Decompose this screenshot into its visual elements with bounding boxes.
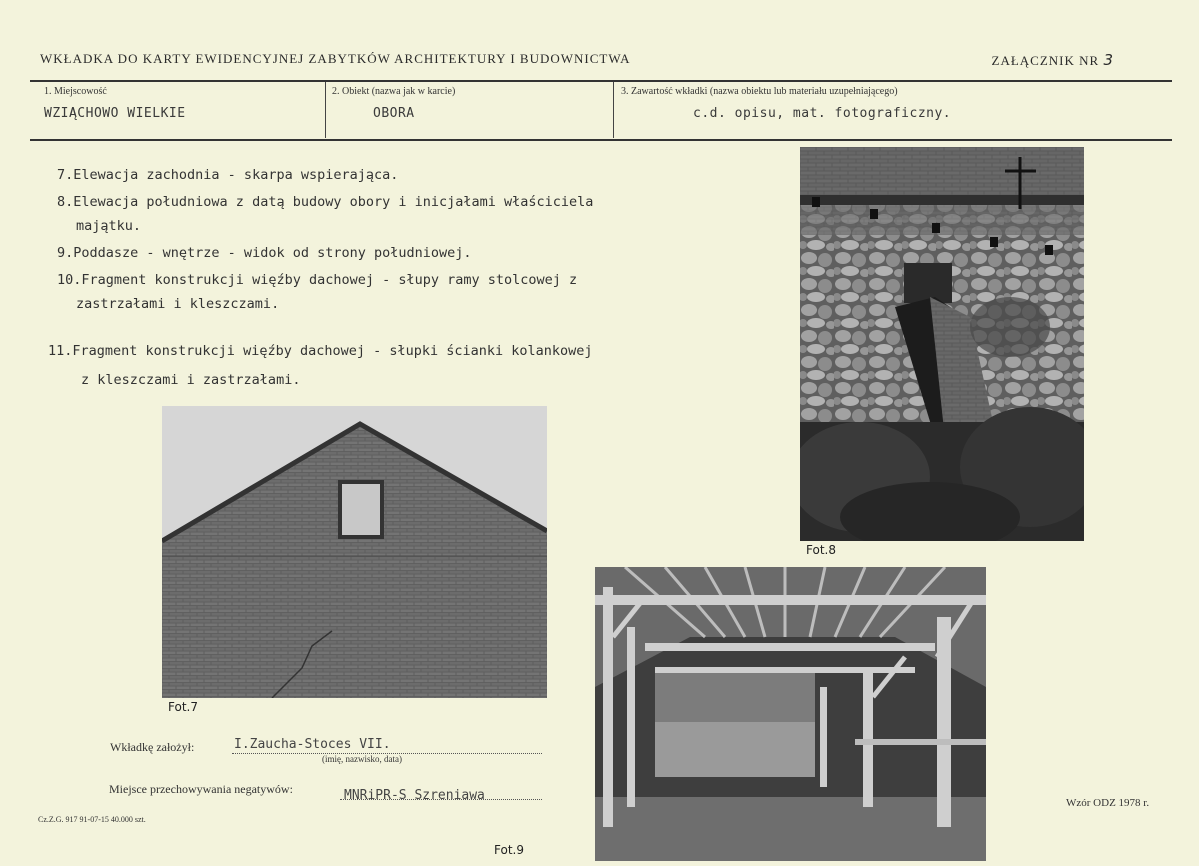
header-rule-bottom bbox=[30, 139, 1172, 141]
photo-west-elevation bbox=[162, 406, 547, 698]
description-line: zastrzałami i kleszczami. bbox=[76, 296, 280, 312]
description-line: z kleszczami i zastrzałami. bbox=[81, 372, 301, 388]
founder-hint: (imię, nazwisko, data) bbox=[322, 754, 402, 764]
founder-value: I.Zaucha-Stoces VII. bbox=[234, 737, 391, 752]
annex-number: 3 bbox=[1103, 51, 1114, 69]
photo-west-elevation-image bbox=[162, 406, 547, 698]
caption-fot8: Fot.8 bbox=[806, 543, 836, 557]
description-line: 8.Elewacja południowa z datą budowy obory i inicjałami właściciela bbox=[57, 194, 594, 210]
header-rule-top bbox=[30, 80, 1172, 82]
place-label: 1. Miejscowość bbox=[44, 86, 107, 97]
photo-attic-interior-image bbox=[595, 567, 986, 861]
field-divider-2 bbox=[613, 82, 614, 138]
caption-fot7: Fot.7 bbox=[168, 700, 198, 714]
photo-attic-interior bbox=[595, 567, 986, 861]
object-label: 2. Obiekt (nazwa jak w karcie) bbox=[332, 86, 456, 97]
field-divider-1 bbox=[325, 82, 326, 138]
photo-south-elevation-image bbox=[800, 147, 1084, 541]
annex-label bbox=[992, 51, 1114, 69]
storage-label: Miejsce przechowywania negatywów: bbox=[109, 782, 293, 796]
description-line: majątku. bbox=[76, 218, 142, 234]
card-title: WKŁADKA DO KARTY EWIDENCYJNEJ ZABYTKÓW ARCHITEKTURY I BUDOWNICTWA bbox=[40, 51, 631, 66]
print-note: Cz.Z.G. 917 91-07-15 40.000 szt. bbox=[38, 815, 146, 824]
photo-south-elevation bbox=[800, 147, 1084, 541]
place-value: WZIĄCHOWO WIELKIE bbox=[44, 106, 186, 121]
description-line: 11.Fragment konstrukcji więźby dachowej - słupki ścianki kolankowej bbox=[48, 343, 593, 359]
object-value: OBORA bbox=[373, 106, 415, 121]
storage-value: MNRiPR-S Szreniawa bbox=[344, 788, 485, 803]
model-note: Wzór ODZ 1978 r. bbox=[1066, 797, 1150, 809]
annex-label-text: ZAŁĄCZNIK NR bbox=[991, 53, 1100, 68]
caption-fot9: Fot.9 bbox=[494, 843, 524, 857]
description-line: 9.Poddasze - wnętrze - widok od strony południowej. bbox=[57, 245, 472, 261]
description-line: 7.Elewacja zachodnia - skarpa wspierająca. bbox=[57, 167, 399, 183]
content-value: c.d. opisu, mat. fotograficzny. bbox=[693, 106, 952, 121]
description-line: 10.Fragment konstrukcji więźby dachowej - słupy ramy stolcowej z bbox=[57, 272, 578, 288]
content-label: 3. Zawartość wkładki (nazwa obiektu lub materiału uzupełniającego) bbox=[621, 86, 898, 97]
storage-line bbox=[340, 799, 542, 800]
founder-label: Wkładkę założył: bbox=[110, 740, 195, 754]
